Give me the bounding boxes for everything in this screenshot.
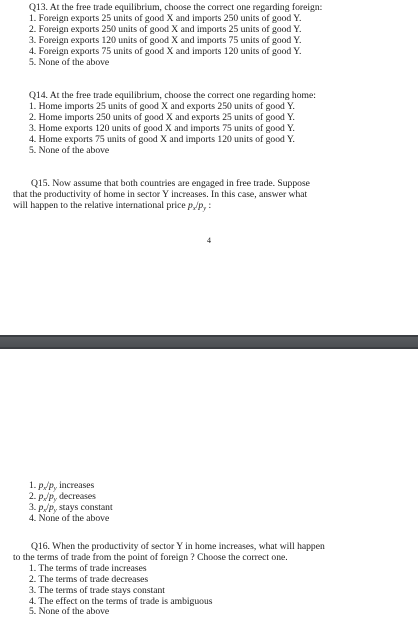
question-15-option-3-text: stays constant [59,501,113,513]
question-14 [0,91,418,156]
document-page-2 [0,349,418,642]
question-14-option-2: 2. Home imports 250 units of good X and exports 25 units of good Y. [29,111,295,123]
page-number: 4 [207,236,211,245]
question-15-option-2-text: decreases [59,490,96,502]
question-13-option-1: 1. Foreign exports 25 units of good X and imports 250 units of good Y. [29,12,302,24]
question-15-option-3: 3. $p_x/p_y$ stays constant [29,501,113,514]
question-15-option-4-text: None of the above [38,512,110,524]
question-14-text: Q14. At the free trade equilibrium, choose the correct one regarding home: [29,90,316,101]
question-15-option-4-number: 4. [29,512,37,524]
question-14-option-1: 1. Home imports 25 units of good X and exports 250 units of good Y. [29,100,295,112]
question-16-option-1: 1. The terms of trade increases [29,562,147,574]
question-15-line-1: Q15. Now assume that both countries are engaged in free trade. Suppose [31,178,310,189]
question-15-line-3 [0,201,418,212]
question-13-option-3: 3. Foreign exports 120 units of good X and imports 75 units of good Y. [29,34,302,46]
question-13-option-4: 4. Foreign exports 75 units of good X and imports 120 units of good Y. [29,45,302,57]
question-15-options [0,481,418,525]
question-15-option-1-text: increases [59,480,95,491]
price-ratio-symbol: $p_x/p_y$ : [188,199,212,212]
question-16-option-4: 4. The effect on the terms of trade is ambiguous [29,595,213,607]
question-13-option-2: 2. Foreign exports 250 units of good X and imports 25 units of good Y. [29,23,302,35]
question-15-option-2-number: 2. [29,490,37,502]
question-16 [0,542,418,618]
question-15-line-3-text: will happen to the relative international price [13,199,186,211]
question-14-option-4: 4. Home exports 75 units of good X and imports 120 units of good Y. [29,133,295,145]
question-15-option-2: 2. $p_x/p_y$ decreases [29,490,96,503]
question-13-option-5: 5. None of the above [29,56,110,68]
question-15-option-3-number: 3. [29,501,37,513]
question-16-line-1: Q16. When the productivity of sector Y in home increases, what will happen [31,541,325,552]
question-13 [0,3,418,68]
question-14-option-3: 3. Home exports 120 units of good X and imports 75 units of good Y. [29,122,295,134]
question-15 [0,179,418,212]
question-15-option-1-number: 1. [29,480,37,491]
question-16-option-2: 2. The terms of trade decreases [29,573,149,585]
question-15-option-4 [0,514,418,525]
question-16-option-3: 3. The terms of trade stays constant [29,584,165,596]
question-16-line-2: to the terms of trade from the point of foreign ? Choose the correct one. [13,551,288,563]
page-separator [0,335,418,349]
question-13-text: Q13. At the free trade equilibrium, choose the correct one regarding foreign: [29,2,323,13]
question-15-line-2: that the productivity of home in sector Y increases. In this case, answer what [13,188,308,200]
question-15-option-1: 1. $p_x/p_y$ increases [29,480,95,492]
question-16-option-5: 5. None of the above [29,606,110,618]
question-14-option-5: 5. None of the above [29,144,110,156]
